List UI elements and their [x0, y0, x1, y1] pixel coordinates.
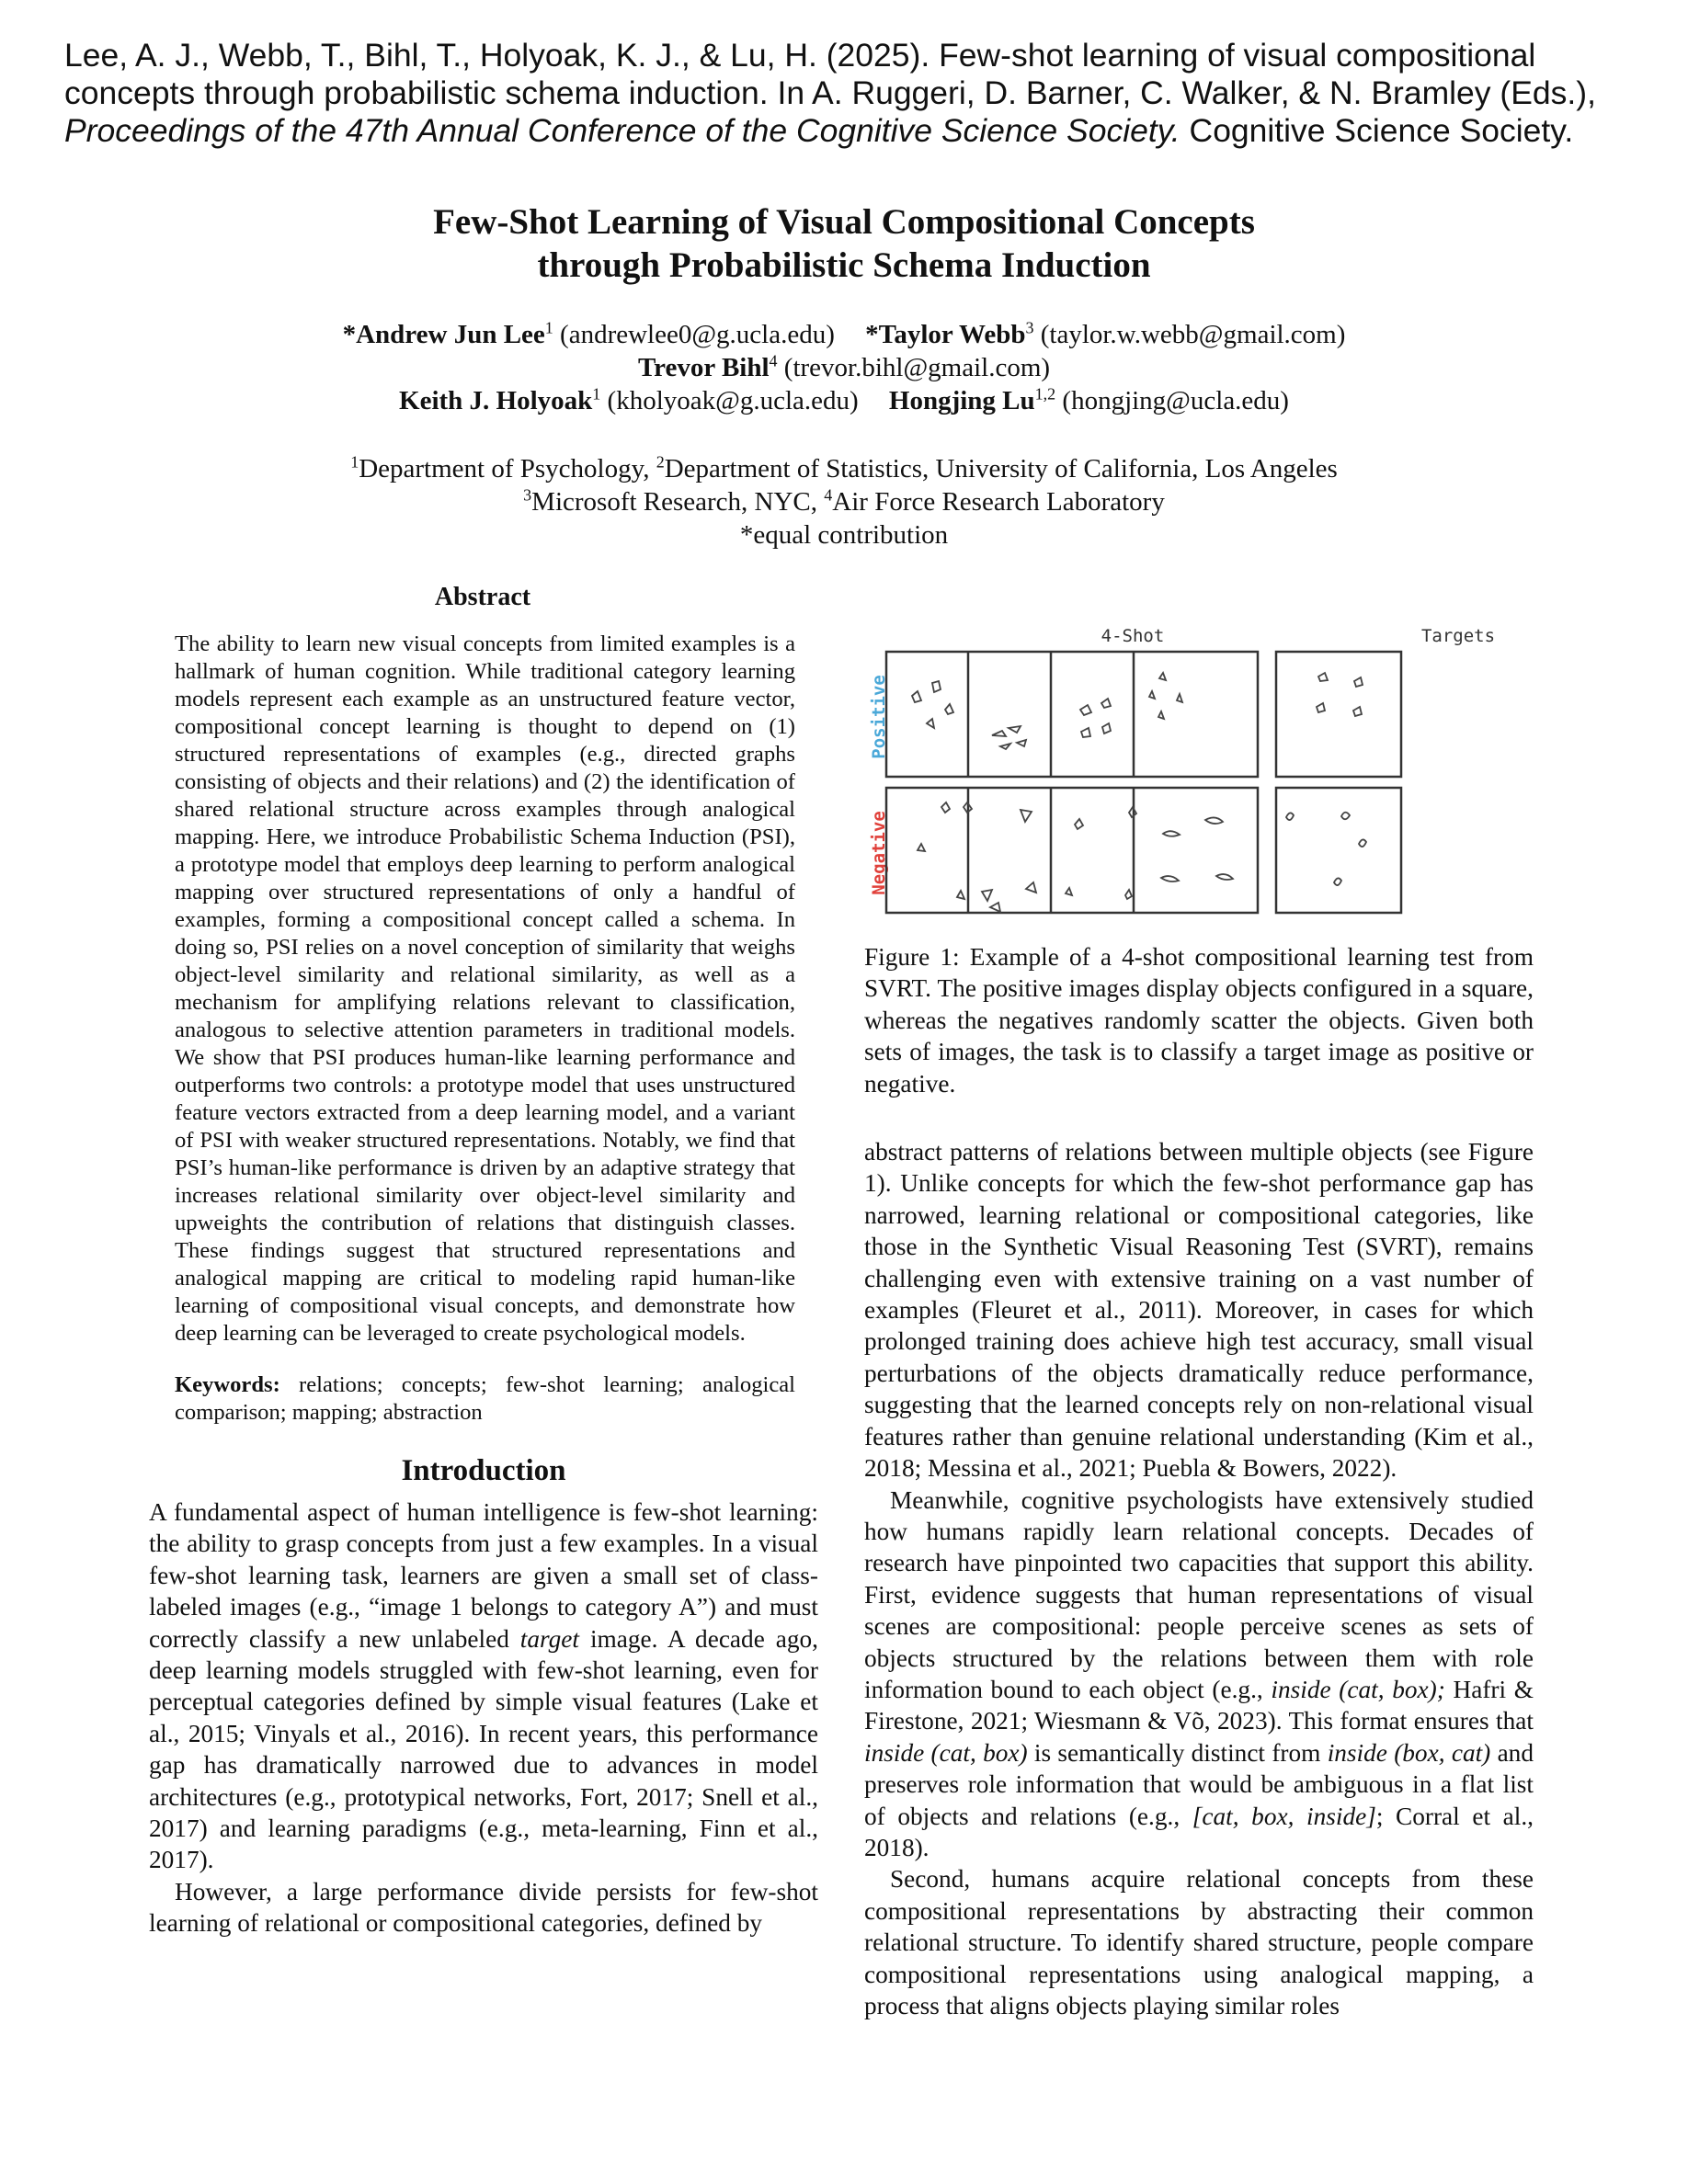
author-name: *Taylor Webb: [865, 320, 1026, 349]
svrt-example-figure: [864, 601, 1534, 941]
text-run: ; Corral et al., 2018).: [864, 1802, 1534, 1861]
text-run-italic: inside (cat, box);: [1271, 1675, 1445, 1703]
paragraph: However, a large performance divide persists for few-shot learning of relational or compositional categories, defined by: [149, 1877, 818, 1938]
positive-target-frame: [1276, 652, 1401, 777]
header-targets: Targets: [1420, 626, 1496, 646]
text-run: and preserves role information that would be ambiguous in a flat list of objects and relations (e.g.,: [864, 1738, 1534, 1830]
paragraph: Second, humans acquire relational concepts from these compositional representations by abstracting their common relational structure. To identify shared structure, people compare compositional representations using analogical mapping, a process that aligns objects playing similar roles: [864, 1865, 1534, 2019]
paragraph: [864, 1484, 1534, 1864]
author-affil-sup: 3: [1025, 318, 1034, 337]
affil-sup: 3: [523, 485, 532, 505]
header-4shot: 4-Shot: [1101, 626, 1165, 646]
citation-header: [64, 37, 1646, 150]
author-name: Trevor Bihl: [637, 353, 770, 382]
citation-publisher: Cognitive Science Society.: [1180, 112, 1574, 149]
author-email: (taylor.w.webb@gmail.com): [1033, 320, 1346, 349]
author-affil-sup: 1,2: [1034, 384, 1056, 404]
figure-1: [864, 601, 1534, 941]
affiliation-line-1: [0, 452, 1688, 485]
affil-text: Air Force Research Laboratory: [832, 487, 1165, 517]
affil-sup: 4: [824, 485, 833, 505]
affiliation-line-2: [0, 485, 1688, 518]
text-run-italic: target: [519, 1624, 579, 1653]
author-email: (trevor.bihl@gmail.com): [777, 353, 1051, 382]
abstract-text: The ability to learn new visual concepts from limited examples is a hallmark of human cognition. While traditional category learning models represent each example as an unstructured feature vector, compositional concept learning is thought to depend on (1) structured representations of examples (e.g., directed graphs consisting of objects and their relations) and (2) the identification of shared relational structure across examples through analogical mapping. Here, we introduce Probabilistic Schema Induction (PSI), a prototype model that employs deep learning to perform analogical mapping over structured representations of only a handful of examples, forming a compositional concept called a schema. In doing so, PSI relies on a novel conception of similarity that weighs object-level similarity and relational similarity, as well as a mechanism for amplifying relations relevant to classification, analogous to selective attention parameters in traditional models. We show that PSI produces human-like learning performance and outperforms two controls: a prototype model that uses unstructured feature vectors extracted from a deep learning model, and a variant of PSI with weaker structured representations. Notably, we find that PSI’s human-like performance is driven by an adaptive strategy that increases relational similarity over object-level similarity and upweights the contribution of relations that distinguish classes. These findings suggest that structured representations and analogical mapping are critical to modeling rapid human-like learning of compositional visual concepts, and demonstrate how deep learning can be leveraged to create psychological models.: [175, 631, 795, 1346]
text-run-italic: inside (box, cat): [1327, 1738, 1491, 1767]
text-run-italic: [cat, box, inside]: [1192, 1802, 1376, 1830]
right-column: [864, 581, 1534, 2021]
positive-shot-frame: [886, 652, 1258, 777]
affiliations: [0, 452, 1688, 552]
citation-line-3: [64, 112, 1646, 150]
author-name: Keith J. Holyoak: [399, 386, 593, 415]
text-run: A fundamental aspect of human intelligence is few-shot learning: the ability to grasp concepts from just a few examples. In a visual few-shot learning task, learners are given a small set of class-labeled images (e.g., “image 1 belongs to category A”) and must correctly classify a new unlabeled: [149, 1498, 818, 1653]
title-line-1: Few-Shot Learning of Visual Compositional Concepts: [433, 202, 1255, 242]
affil-sup: 1: [350, 452, 359, 472]
negative-target-frame: [1276, 788, 1401, 913]
authors-line-2: [0, 351, 1688, 384]
figure-caption: Figure 1: Example of a 4-shot compositional learning test from SVRT. The positive images display objects configured in a square, whereas the negatives randomly scatter the objects. Given both sets of images, the task is to classify a target image as positive or negative.: [864, 943, 1534, 1098]
citation-proceedings: Proceedings of the 47th Annual Conference of the Cognitive Science Society.: [64, 112, 1180, 149]
equal-contribution-note: *equal contribution: [739, 520, 949, 550]
affil-text: Department of Statistics, University of California, Los Angeles: [664, 454, 1338, 483]
negative-shapes: [918, 802, 1366, 912]
positive-shapes: [912, 673, 1363, 749]
author-affil-sup: 1: [544, 318, 553, 337]
keywords-label: Keywords:: [175, 1372, 280, 1397]
label-positive: Positive: [869, 675, 889, 759]
affil-sup: 2: [656, 452, 665, 472]
paper-title: [0, 200, 1688, 287]
introduction-body: [149, 1496, 818, 1939]
text-run: image. A decade ago, deep learning models struggled with few-shot learning, even for perceptual categories defined by simple visual features (Lake et al., 2015; Vinyals et al., 2016). In recent years, this performance gap has dramatically narrowed due to advances in model architectures (e.g., prototypical networks, Fort, 2017; Snell et al., 2017) and learning paradigms (e.g., meta-learning, Finn et al., 2017).: [149, 1624, 818, 1874]
paragraph: abstract patterns of relations between multiple objects (see Figure 1). Unlike concepts for which the few-shot performance gap has narrowed, learning relational or compositional categories, like those in the Synthetic Visual Reasoning Test (SVRT), remains challenging even with extensive training on a vast number of examples (Fleuret et al., 2011). Moreover, in cases for which prolonged training does achieve high test accuracy, small visual perturbations of the objects dramatically reduce performance, suggesting that the learned concepts rely on non-relational visual features rather than genuine relational understanding (Kim et al., 2018; Messina et al., 2021; Puebla & Bowers, 2022).: [864, 1138, 1534, 1483]
text-run-italic: inside (cat, box): [864, 1738, 1028, 1767]
author-affil-sup: 4: [769, 351, 778, 370]
left-column: [149, 581, 818, 1939]
author-affil-sup: 1: [592, 384, 601, 404]
label-negative: Negative: [869, 811, 889, 895]
introduction-heading: Introduction: [401, 1454, 566, 1487]
author-email: (andrewlee0@g.ucla.edu): [553, 320, 835, 349]
author-email: (hongjing@ucla.edu): [1055, 386, 1289, 415]
author-email: (kholyoak@g.ucla.edu): [600, 386, 859, 415]
text-run: Meanwhile, cognitive psychologists have extensively studied how humans rapidly learn relational concepts. Decades of research have pinpointed two capacities that support this ability. First, evidence suggests that human representations of visual scenes are compositional: people perceive scenes as sets of objects structured by the relations between them with role information bound to each object (e.g.,: [864, 1485, 1534, 1703]
right-column-body: [864, 1136, 1534, 2021]
author-list: [0, 318, 1688, 417]
abstract-heading: Abstract: [434, 583, 531, 611]
keywords-list: relations; concepts; few-shot learning; analogical comparison; mapping; abstraction: [175, 1372, 795, 1425]
citation-line-1: Lee, A. J., Webb, T., Bihl, T., Holyoak, K. J., & Lu, H. (2025). Few-shot learning of visual compositional: [64, 37, 1536, 74]
author-name: *Andrew Jun Lee: [342, 320, 545, 349]
authors-line-1: [0, 318, 1688, 351]
affil-text: Department of Psychology,: [359, 454, 656, 483]
text-run: is semantically distinct from: [1027, 1738, 1328, 1767]
citation-line-2: concepts through probabilistic schema induction. In A. Ruggeri, D. Barner, C. Walker, & N. Bramley (Eds.),: [64, 74, 1596, 111]
author-name: Hongjing Lu: [888, 386, 1035, 415]
keywords: [175, 1371, 795, 1427]
paragraph: [149, 1496, 818, 1876]
title-line-2: through Probabilistic Schema Induction: [537, 245, 1151, 285]
authors-line-3: [0, 384, 1688, 417]
affil-text: Microsoft Research, NYC,: [531, 487, 825, 517]
text-run: Hafri & Firestone, 2021; Wiesmann & Võ, 2023). This format ensures that: [864, 1675, 1534, 1735]
